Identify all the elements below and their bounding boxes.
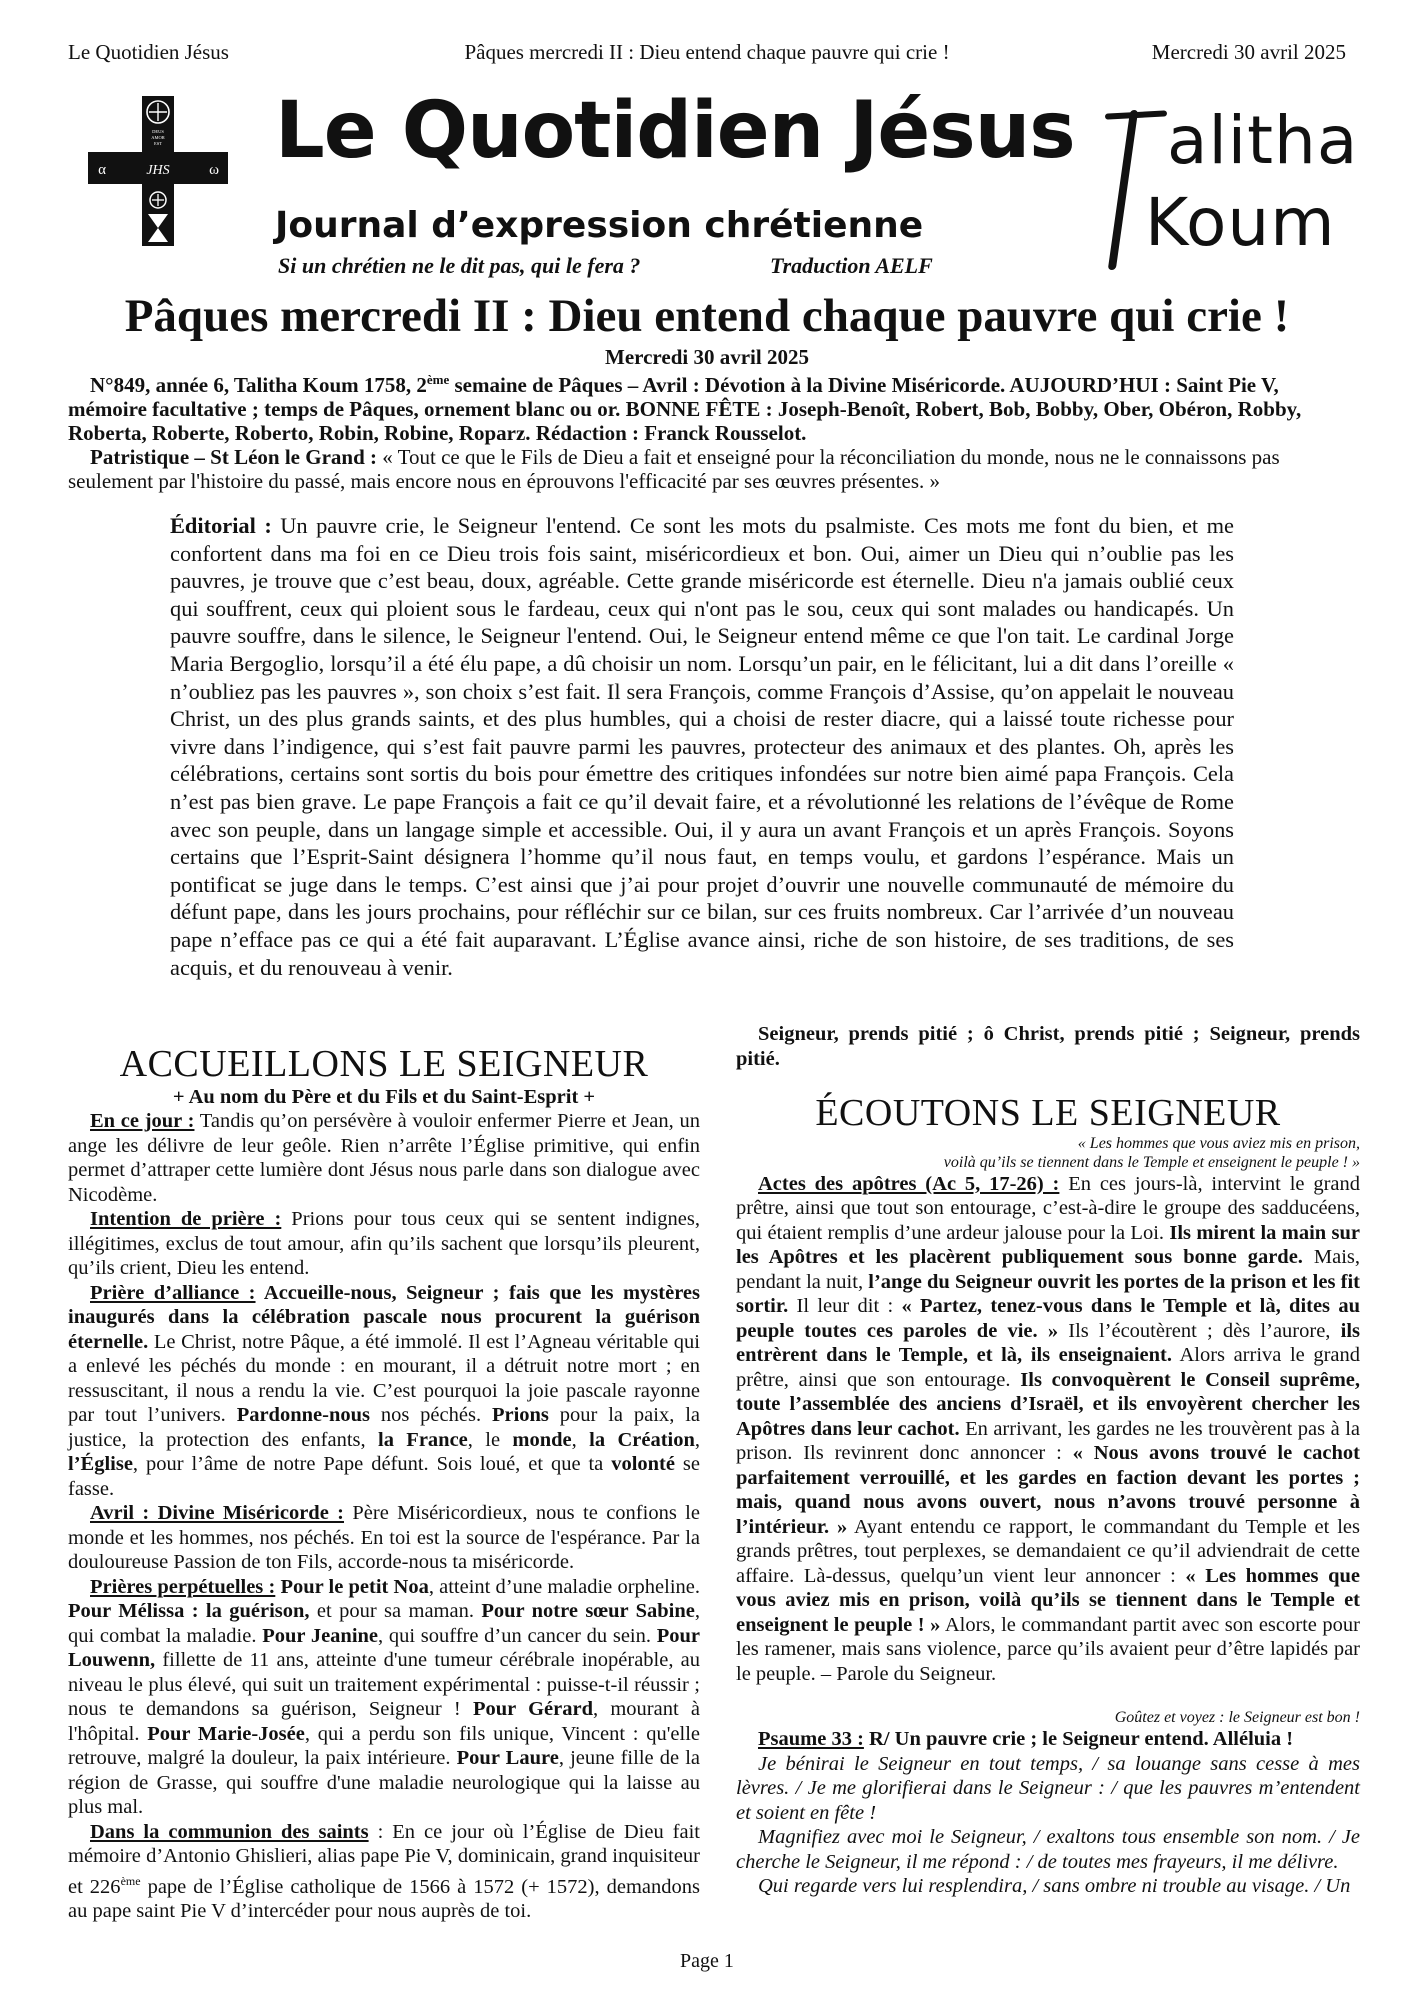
perp-label: Prières perpétuelles :: [90, 1575, 276, 1598]
intention-text: Prions pour tous ceux qui se sentent indignes, illégitimes, exclus de tout amour, afin qu’ils sachent que lorsqu’ils pleurent, qu’ils crient, Dieu les entend.: [68, 1208, 701, 1279]
alliance-text-5: ,: [571, 1428, 590, 1451]
alliance-bold-7: volonté: [611, 1453, 675, 1475]
page-number: Page 1: [680, 1950, 734, 1972]
avril-misericorde: [68, 1501, 700, 1575]
cross-motto-2: AMOR: [151, 135, 165, 140]
patristic-text: « Tout ce que le Fils de Dieu a fait et enseigné pour la réconciliation du monde, nous ne le connaissons pas seulement par l'histoire du passé, mais encore nous en éprouvons l'efficacité par ses œuvres présentes. »: [68, 445, 1280, 493]
right-column: [736, 1022, 1360, 1899]
reading-bold-7: « Les hommes que vous aviez mis en prison, voilà qu’ils se tiennent dans le Temple et enseignent le peuple ! »: [736, 1564, 1360, 1636]
reading-acts: [736, 1172, 1360, 1687]
reading-epigraph-1: « Les hommes que vous aviez mis en prison,: [1077, 1134, 1360, 1152]
alliance-bold-4: monde: [512, 1428, 572, 1451]
perp-text-8: , jeune fille de la région de Grasse, qui souffre d'une maladie neurologique qui la laisse au plus mal.: [68, 1747, 700, 1818]
alpha-glyph: α: [98, 162, 106, 178]
sign-of-cross: + Au nom du Père et du Fils et du Saint-Esprit +: [172, 1085, 596, 1108]
reading-text-7: Ayant entendu ce rapport, le commandant du Temple et les grands prêtres, tout perplexes, se demandaient ce qu’il adviendrait de cette affaire. Là-dessus, quelqu’un vient leur annoncer :: [736, 1515, 1360, 1587]
communion-sup: ème: [120, 1873, 141, 1888]
talitha-logo-word2: Koum: [1145, 184, 1336, 261]
running-header-right: Mercredi 30 avril 2025: [1151, 40, 1346, 64]
editorial: [170, 512, 1234, 981]
communion-label: Dans la communion des saints: [90, 1820, 369, 1843]
perp-bold-4: Pour Jeanine: [262, 1624, 379, 1647]
perp-text-1: , atteint d’une maladie orpheline.: [428, 1575, 700, 1598]
alliance-label: Prière d’alliance :: [90, 1281, 256, 1304]
alliance-text-6: ,: [694, 1428, 700, 1451]
psalm-refrain: R/ Un pauvre crie ; le Seigneur entend. Alléluia !: [863, 1728, 1294, 1750]
communion-des-saints: [68, 1820, 700, 1924]
alliance-bold-2: Prions: [491, 1404, 549, 1426]
alliance-bold-3: la France: [378, 1428, 468, 1451]
reading-bold-1: Ils mirent la main sur les Apôtres et les placèrent publiquement sous bonne garde.: [736, 1221, 1360, 1268]
cross-monogram: JHS: [146, 163, 170, 178]
talitha-logo-word1: alitha: [1167, 102, 1359, 179]
psalm-verse-3: Qui regarde vers lui resplendira, / sans ombre ni trouble au visage. / Un: [758, 1875, 1351, 1897]
headline: Pâques mercredi II : Dieu entend chaque pauvre qui crie !: [124, 290, 1290, 342]
cross-logo-icon: [88, 96, 228, 246]
running-header-center: Pâques mercredi II : Dieu entend chaque pauvre qui crie !: [464, 40, 950, 64]
psalm-epigraph: Goûtez et voyez : le Seigneur est bon !: [1114, 1709, 1360, 1726]
reading-bold-6: « Nous avons trouvé le cachot parfaitement verrouillé, et les gardes en faction devant les portes ; mais, quand nous avons ouvert, nous n’avons trouvé personne à l’intérieur. »: [736, 1442, 1360, 1538]
communion-text-2: pape de l’Église catholique de 1566 à 1572 (+ 1572), demandons au pape saint Pie V d’intercéder pour nous auprès de toi.: [68, 1875, 700, 1922]
perp-bold-5: Pour Louwenn,: [68, 1624, 700, 1671]
masthead-title: Le Quotidien Jésus: [275, 86, 1075, 176]
headline-date: Mercredi 30 avril 2025: [605, 345, 809, 369]
perp-text-2: et pour sa maman.: [309, 1600, 482, 1622]
en-ce-jour-text: Tandis qu’on persévère à vouloir enfermer Pierre et Jean, un ange les délivre de leur geôle. Rien n’arrête l’Église primitive, qui enfin permet d’attraper cette lumière dont Jésus nous parle dans son dialogue avec Nicodème.: [68, 1110, 700, 1206]
running-header: [68, 40, 1346, 64]
issue-info: [68, 368, 1356, 445]
reading-bold-2: l’ange du Seigneur ouvrit les portes de la prison et les fit sortir.: [736, 1270, 1360, 1317]
reading-text-3: Il leur dit :: [788, 1295, 902, 1317]
patristic-quote: [68, 445, 1356, 493]
alliance-text-2: nos péchés.: [369, 1404, 492, 1426]
priere-alliance: [68, 1281, 700, 1502]
perp-bold-8: Pour Laure: [456, 1747, 559, 1769]
perp-text-5: fillette de 11 ans, atteinte d'une tumeur cérébrale inopérable, au niveau le plus élevé, qui suit un traitement expérimental : puisse-t-il réussir ; nous te demandons sa guérison, Seigneur !: [68, 1649, 700, 1720]
avril-text: Père Miséricordieux, nous te confions le monde et les hommes, nos péchés. En toi est la source de l'espérance. Par la douloureuse Passion de ton Fils, accorde-nous ta miséricorde.: [68, 1502, 700, 1573]
psalm-verse-1: Je bénirai le Seigneur en tout temps, / sa louange sans cesse à mes lèvres. / Je me glorifierai dans le Seigneur : / que les pauvres m’entendent et soient en fête !: [736, 1752, 1360, 1824]
perp-bold-7: Pour Marie-Josée: [147, 1722, 305, 1745]
psalm-heading: [736, 1727, 1360, 1752]
alliance-text-4: , le: [467, 1428, 513, 1451]
avril-label: Avril : Divine Miséricorde :: [90, 1502, 344, 1524]
cross-motto-1: DEUS: [152, 129, 164, 134]
intention-priere: [68, 1207, 700, 1281]
reading-bold-5: Ils convoquèrent le Conseil suprême, toute l’assemblée des anciens d’Israël, et ils envoyèrent chercher les Apôtres dans leur cachot.: [736, 1368, 1360, 1440]
reading-epigraph-2: voilà qu’ils se tiennent dans le Temple et enseignent le peuple ! »: [943, 1153, 1360, 1171]
cross-motto-3: EST: [153, 141, 163, 146]
editorial-label: Éditorial :: [170, 513, 272, 538]
perp-bold-1: Pour le petit Noa: [275, 1575, 429, 1598]
section-title-ecoutons: ÉCOUTONS LE SEIGNEUR: [815, 1092, 1281, 1134]
alliance-bold-1: Pardonne-nous: [236, 1404, 370, 1426]
talitha-logo-stroke: [1108, 110, 1138, 270]
alliance-bold-6: l’Église: [68, 1453, 133, 1475]
left-column: [68, 1022, 700, 1923]
reading-text-2: Mais, pendant la nuit,: [736, 1246, 1360, 1293]
running-header-left: Le Quotidien Jésus: [68, 40, 229, 64]
reading-text-4: Ils l’écoutèrent ; dès l’aurore,: [1058, 1319, 1341, 1342]
alliance-text-1: Le Christ, notre Pâque, a été immolé. Il est l’Agneau véritable qui a enlevé les péchés du monde : en mourant, il a détruit notre mort ; en ressuscitant, il nous a rendu la vie. C’est pourquoi la joie pascale rayonne par tout l’univers.: [68, 1330, 700, 1426]
kyrie: Seigneur, prends pitié ; ô Christ, prends pitié ; Seigneur, prends pitié.: [736, 1023, 1360, 1070]
alliance-text-7: , pour l’âme de notre Pape défunt. Sois loué, et que ta: [132, 1453, 612, 1475]
psalm-verse-2: Magnifiez avec moi le Seigneur, / exaltons tous ensemble son nom. / Je cherche le Seigneur, il me répond : / de toutes mes frayeurs, il me délivre.: [736, 1826, 1360, 1873]
perp-bold-3: Pour notre sœur Sabine: [481, 1600, 695, 1622]
issue-info-pre: N°849, année 6, Talitha Koum 1758, 2: [90, 373, 427, 397]
reading-bold-3: « Partez, tenez-vous dans le Temple et là, dites au peuple toutes ces paroles de vie. »: [736, 1295, 1360, 1342]
editorial-text: Un pauvre crie, le Seigneur l'entend. Ce sont les mots du psalmiste. Ces mots me font du bien, et me confortent dans ma foi en ce Dieu trois fois saint, miséricordieux et bon. Oui, aimer un Dieu qui n’oublie pas les pauvres, je trouve que c’est beau, doux, agréable. Cette grande miséricorde est éternelle. Dieu n'a jamais oublié ceux qui souffrent, ceux qui ploient sous le fardeau, ceux qui n'ont pas le sou, ceux qui sont malades ou handicapés. Un pauvre souffre, dans le silence, le Seigneur l'entend. Oui, le Seigneur entend même ce que l'on tait. Le cardinal Jorge Maria Bergoglio, lorsqu’il a été élu pape, a dû choisir un nom. Lorsqu’un pair, en le félicitant, lui a dit dans l’oreille « n’oubliez pas les pauvres », son choix s’est fait. Il sera François, comme François d’Assise, qu’on appelait le nouveau Christ, un des plus grands saints, et des plus humbles, qui a choisi de rester diacre, qui a laissé toute richesse pour vivre dans l’indigence, qui s’est fait pauvre parmi les pauvres, protecteur des animaux et des plantes. Oh, après les célébrations, certains sont sortis du bois pour émettre des critiques infondées sur notre bien aimé papa François. Cela n’est pas bien grave. Le pape François a fait ce qu’il devait faire, et a révolutionné les relations de l’évêque de Rome avec son peuple, dans un langage simple et accessible. Oui, il y aura un avant François et un après François. Soyons certains que l’Esprit-Saint désignera l’homme qu’il nous faut, en temps voulu, et gardons l’espérance. Mais un pontificat se juge dans le temps. C’est ainsi que j’ai pour projet d’ouvrir une nouvelle communauté de mémoire du défunt pape, dans les jours prochains, pour réfléchir sur ce bilan, sur ces fruits nombreux. Car l’arrivée d’un nouveau pape n’efface pas ce qui a été fait auparavant. L’Église avance ainsi, riche de son histoire, de ses traditions, de ses acquis, et du renouveau à venir.: [170, 513, 1234, 980]
patristic-label: Patristique – St Léon le Grand :: [90, 445, 377, 469]
reading-text-5: Alors arriva le grand prêtre, ainsi que son entourage.: [736, 1344, 1360, 1391]
omega-glyph: ω: [209, 162, 219, 178]
masthead-subtitle: Journal d’expression chrétienne: [275, 205, 924, 246]
communion-text-1: : En ce jour où l’Église de Dieu fait mémoire d’Antonio Ghislieri, alias pape Pie V, dominicain, grand inquisiteur et 226: [68, 1820, 700, 1898]
reading-text-1: En ces jours-là, intervint le grand prêtre, ainsi que tout son entourage, c’est-à-dire le groupe des sadducéens, qui étaient remplis d’une ardeur jalouse pour la Loi.: [736, 1172, 1360, 1244]
issue-meta: [68, 368, 1356, 493]
perp-bold-6: Pour Gérard: [472, 1698, 593, 1720]
reading-text-6: En arrivant, les gardes ne les trouvèrent pas à la prison. Ils revinrent donc annoncer :: [736, 1417, 1361, 1464]
masthead-tagline: Si un chrétien ne le dit pas, qui le fera ?: [278, 253, 641, 278]
perp-bold-2: Pour Mélissa : la guérison,: [68, 1600, 310, 1622]
section-title-accueillons: ACCUEILLONS LE SEIGNEUR: [119, 1043, 649, 1085]
perp-text-6: , mourant à l'hôpital.: [68, 1698, 700, 1745]
alliance-text-3: pour la paix, la justice, la protection des enfants,: [68, 1404, 700, 1451]
reading-label: Actes des apôtres (Ac 5, 17-26) :: [758, 1172, 1060, 1195]
en-ce-jour-label: En ce jour :: [90, 1110, 195, 1132]
perp-text-7: , qui a perdu son fils unique, Vincent : qu'elle retrouve, malgré la douleur, la paix intérieure.: [68, 1722, 700, 1769]
reading-bold-4: ils entrèrent dans le Temple, et là, ils enseignaient.: [736, 1319, 1360, 1366]
alliance-bold: Accueille-nous, Seigneur ; fais que les mystères inaugurés dans la célébration pascale nous procurent la guérison éternelle.: [68, 1281, 700, 1353]
psalm-label: Psaume 33 :: [758, 1728, 864, 1750]
en-ce-jour: [68, 1109, 700, 1207]
talitha-koum-logo: [1105, 102, 1365, 272]
masthead-translation: Traduction AELF: [770, 253, 933, 278]
perp-text-4: , qui souffre d’un cancer du sein.: [378, 1624, 657, 1647]
intention-label: Intention de prière :: [90, 1208, 282, 1230]
issue-info-post: semaine de Pâques – Avril : Dévotion à la Divine Miséricorde. AUJOURD’HUI : Saint Pie V, mémoire facultative ; temps de Pâques, ornement blanc ou or. BONNE FÊTE : Joseph-Benoît, Robert, Bob, Bobby, Ober, Obéron, Robby, Roberta, Roberte, Roberto, Robin, Robine, Roparz. Rédaction : Franck Rousselot.: [68, 373, 1302, 445]
issue-info-sup: ème: [426, 372, 450, 387]
alliance-bold-5: la Création: [589, 1428, 695, 1451]
reading-text-8: Alors, le commandant partit avec son escorte pour les ramener, mais sans violence, parce qu’ils avaient peur d’être lapidés par le peuple. – Parole du Seigneur.: [736, 1613, 1361, 1685]
perp-text-3: , qui combat la maladie.: [68, 1600, 700, 1647]
alliance-text-8: se fasse.: [68, 1453, 700, 1500]
prieres-perpetuelles: [68, 1575, 700, 1820]
